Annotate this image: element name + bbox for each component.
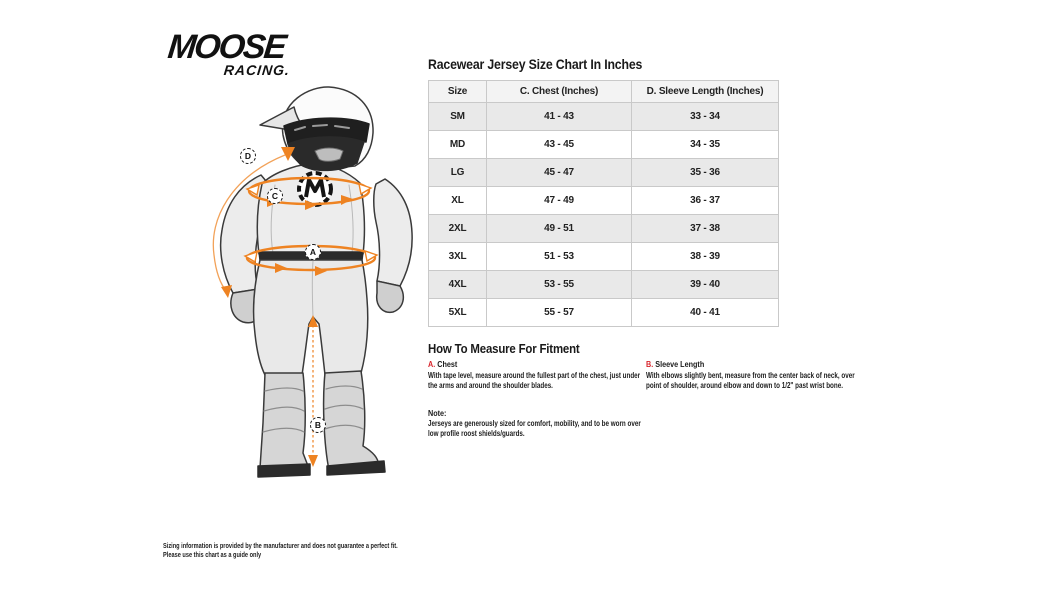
cell-chest: 45 - 47 [487,159,632,187]
column-header-size: Size [429,81,487,103]
cell-size: 5XL [429,299,487,327]
measure-sleeve-name: Sleeve Length [655,359,705,369]
measure-item-sleeve [646,359,918,392]
cell-sleeve: 35 - 36 [632,159,779,187]
moose-racing-logo [168,30,290,78]
measure-chest-heading [428,359,659,369]
disclaimer-line-2: Please use this chart as a guide only [163,550,262,560]
cell-size: LG [429,159,487,187]
cell-sleeve: 37 - 38 [632,215,779,243]
cell-chest: 53 - 55 [487,271,632,299]
cell-size: 3XL [429,243,487,271]
size-chart-table [428,80,779,327]
column-header-sleeve: D. Sleeve Length (Inches) [632,81,779,103]
page-title: Racewear Jersey Size Chart In Inches [428,56,643,72]
cell-size: MD [429,131,487,159]
cell-sleeve: 39 - 40 [632,271,779,299]
rider-figure-drawing [163,85,421,483]
note-label: Note: [428,408,447,418]
marker-d-sleeve: D [240,148,256,164]
how-to-measure-title: How To Measure For Fitment [428,341,580,356]
disclaimer [163,541,543,560]
table-row [429,159,779,187]
cell-sleeve: 38 - 39 [632,243,779,271]
table-row [429,243,779,271]
marker-a-waist: A [305,244,321,260]
cell-sleeve: 40 - 41 [632,299,779,327]
cell-chest: 47 - 49 [487,187,632,215]
cell-chest: 51 - 53 [487,243,632,271]
measure-chest-text: With tape level, measure around the fullest part of the chest, just under the arms and around the shoulder blades. [428,371,641,391]
cell-chest: 49 - 51 [487,215,632,243]
table-row [429,103,779,131]
table-row [429,215,779,243]
table-row [429,271,779,299]
measure-sleeve-text: With elbows slightly bent, measure from the center back of neck, over point of shoulder, around elbow and down to 1/2" past wrist bone. [646,371,855,391]
marker-c-chest: C [267,188,283,204]
measure-chest-name: Chest [437,359,458,369]
measure-sleeve-heading [646,359,877,369]
cell-chest: 55 - 57 [487,299,632,327]
cell-sleeve: 33 - 34 [632,103,779,131]
column-header-chest: C. Chest (Inches) [487,81,632,103]
table-row [429,187,779,215]
cell-chest: 41 - 43 [487,103,632,131]
measure-sleeve-letter: B. [646,359,654,369]
cell-size: XL [429,187,487,215]
table-header-row [429,81,779,103]
note-text: Jerseys are generously sized for comfort, mobility, and to be worn over low profile roost shields/guards. [428,419,641,439]
cell-chest: 43 - 45 [487,131,632,159]
disclaimer-line-1: Sizing information is provided by the manufacturer and does not guarantee a perfect fit. [163,541,398,550]
cell-size: 4XL [429,271,487,299]
cell-size: 2XL [429,215,487,243]
cell-size: SM [429,103,487,131]
logo-text-racing: RACING. [223,62,291,78]
cell-sleeve: 34 - 35 [632,131,779,159]
note-section [428,408,700,440]
cell-sleeve: 36 - 37 [632,187,779,215]
marker-b-inseam: B [310,417,326,433]
measure-chest-letter: A. [428,359,436,369]
table-row [429,299,779,327]
logo-text-moose: MOOSE [166,28,287,66]
table-row [429,131,779,159]
rider-illustration [163,85,421,483]
